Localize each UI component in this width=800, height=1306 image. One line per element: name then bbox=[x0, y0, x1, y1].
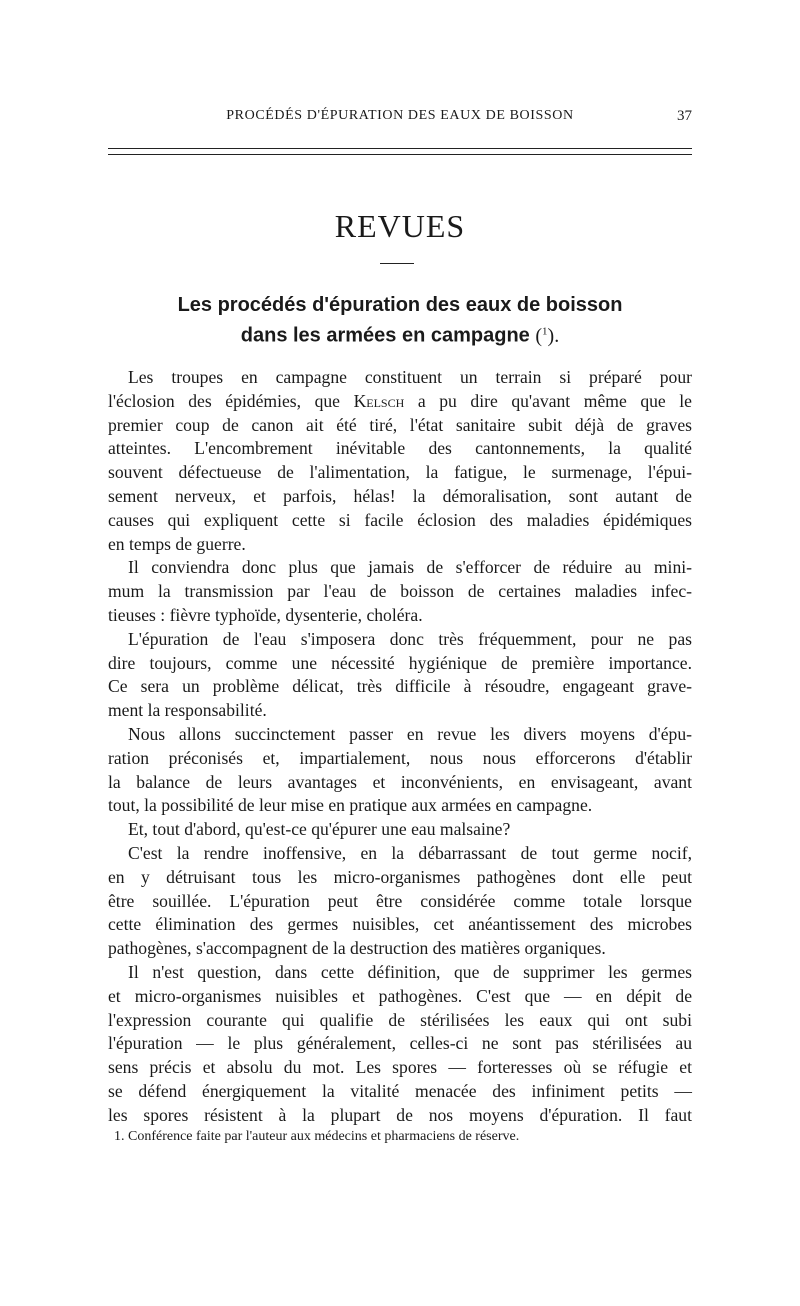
body-line: pathogènes, s'accompagnent de la destruction des matières organiques. bbox=[108, 938, 606, 959]
body-line: L'épuration de l'eau s'imposera donc très fréquemment, pour ne pas bbox=[128, 628, 692, 649]
header-double-rule bbox=[108, 148, 692, 155]
running-title: PROCÉDÉS D'ÉPURATION DES EAUX DE BOISSON bbox=[226, 108, 574, 123]
body-line-part: l'éclosion des épidémies, que bbox=[108, 390, 340, 411]
footnote-reference: ($^1$). bbox=[535, 324, 560, 347]
body-line: tout, la possibilité de leur mise en pratique aux armées en campagne. bbox=[108, 795, 593, 816]
article-title-line-1: Les procédés d'épuration des eaux de boisson bbox=[177, 294, 623, 316]
body-line: en temps de guerre. bbox=[108, 533, 246, 554]
article-title bbox=[108, 292, 692, 349]
body-line: être souillée. L'épuration peut être considérée comme totale lorsque bbox=[108, 890, 692, 911]
body-line: sens précis et absolu du mot. Les spores — forteresses où se réfugie et bbox=[108, 1057, 692, 1078]
body-line: mum la transmission par l'eau de boisson de certaines maladies infec- bbox=[108, 581, 692, 602]
footnote-text: Conférence faite par l'auteur aux médecins et pharmaciens de réserve. bbox=[128, 1129, 520, 1144]
body-line: Ce sera un problème délicat, très difficile à résoudre, engageant grave- bbox=[108, 676, 692, 697]
body-line: l'épuration — le plus généralement, celles-ci ne sont pas stérilisées au bbox=[108, 1033, 692, 1054]
body-line: les spores résistent à la plupart de nos moyens d'épuration. Il faut bbox=[108, 1104, 692, 1125]
body-line-part: a pu dire qu'avant même que le bbox=[417, 390, 692, 411]
body-line: ment la responsabilité. bbox=[108, 700, 267, 721]
body-line: dire toujours, comme une nécessité hygiénique de première importance. bbox=[108, 652, 692, 673]
article-title-line-2 bbox=[108, 318, 692, 349]
body-line: en y détruisant tous les micro-organismes pathogènes dont elle peut bbox=[108, 866, 692, 887]
body-line bbox=[108, 390, 692, 414]
body-line: souvent défectueuse de l'alimentation, la fatigue, le surmenage, l'épui- bbox=[108, 462, 692, 483]
footnote bbox=[108, 1129, 698, 1145]
body-line: tieuses : fièvre typhoïde, dysenterie, choléra. bbox=[108, 604, 423, 625]
body-line: Et, tout d'abord, qu'est-ce qu'épurer une eau malsaine? bbox=[128, 819, 511, 840]
article-title-line-2-text: dans les armées en campagne bbox=[240, 324, 530, 347]
author-name: Kelsch bbox=[353, 390, 405, 411]
body-line: Nous allons succinctement passer en revue les divers moyens d'épu- bbox=[128, 723, 692, 744]
body-line: l'expression courante qui qualifie de stérilisées les eaux qui ont subi bbox=[108, 1009, 692, 1030]
running-header bbox=[108, 108, 692, 128]
body-line: et micro-organismes nuisibles et pathogènes. C'est que — en dépit de bbox=[108, 985, 692, 1006]
footnote-reference-number: 1 bbox=[542, 325, 548, 337]
body-line: ration préconisés et, impartialement, nous nous efforcerons d'établir bbox=[108, 747, 692, 768]
body-line: se défend énergiquement la vitalité menacée des infiniment petits — bbox=[108, 1080, 692, 1101]
body-line: la balance de leurs avantages et inconvénients, en envisageant, avant bbox=[108, 771, 692, 792]
section-title: REVUES bbox=[334, 208, 466, 244]
body-line: premier coup de canon ait été tiré, l'état sanitaire subit déjà de graves bbox=[108, 414, 692, 435]
page-number: 37 bbox=[677, 108, 692, 124]
body-line: sement nerveux, et parfois, hélas! la démoralisation, sont autant de bbox=[108, 485, 692, 506]
body-line: atteintes. L'encombrement inévitable des cantonnements, la qualité bbox=[108, 438, 692, 459]
body-line: C'est la rendre inoffensive, en la débarrassant de tout germe nocif, bbox=[128, 842, 692, 863]
footnote-number: 1. bbox=[114, 1129, 125, 1144]
body-text bbox=[108, 366, 692, 1128]
body-line: causes qui expliquent cette si facile éclosion des maladies épidémiques bbox=[108, 509, 692, 530]
title-separator-rule bbox=[380, 263, 414, 264]
body-line: Il conviendra donc plus que jamais de s'efforcer de réduire au mini- bbox=[128, 557, 692, 578]
body-line: Les troupes en campagne constituent un terrain si préparé pour bbox=[128, 367, 692, 387]
body-line: cette élimination des germes nuisibles, cet anéantissement des microbes bbox=[108, 914, 692, 935]
body-line: Il n'est question, dans cette définition, que de supprimer les germes bbox=[128, 961, 692, 982]
